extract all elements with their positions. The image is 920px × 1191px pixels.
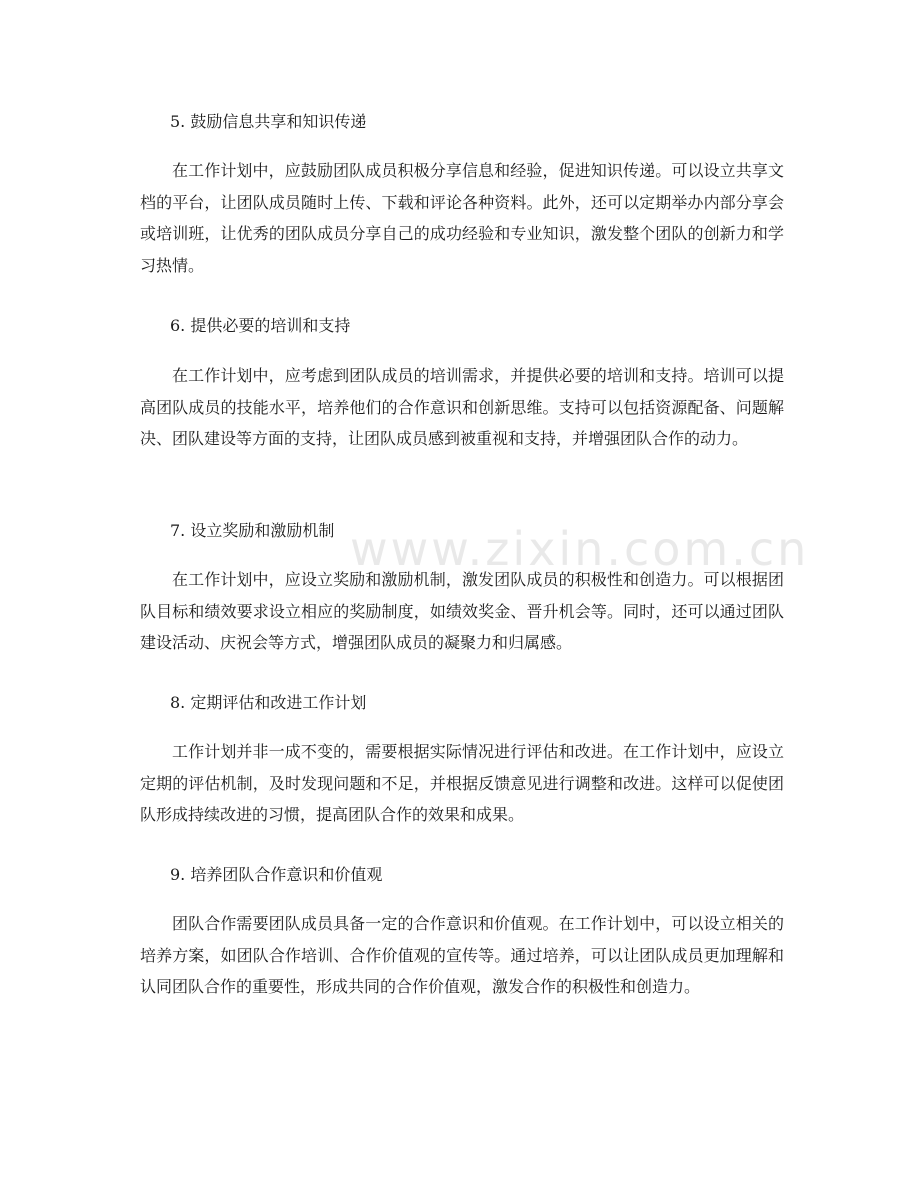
section-5-paragraph: 在工作计划中，应鼓励团队成员积极分享信息和经验，促进知识传递。可以设立共享文档的平台，让团队成员随时上传、下载和评论各种资料。此外，还可以定期举办内部分享会或培训班，让优秀的团队成员分享自己的成功经验和专业知识，激发整个团队的创新力和学习热情。 [140, 161, 784, 275]
section-5-body [140, 155, 784, 281]
section-7-heading: 7. 设立奖励和激励机制 [170, 521, 335, 540]
section-5-heading: 5. 鼓励信息共享和知识传递 [170, 112, 367, 131]
section-8-heading: 8. 定期评估和改进工作计划 [170, 693, 367, 712]
section-9-paragraph: 团队合作需要团队成员具备一定的合作意识和价值观。在工作计划中，可以设立相关的培养方案，如团队合作培训、合作价值观的宣传等。通过培养，可以让团队成员更加理解和认同团队合作的重要性，形成共同的合作价值观，激发合作的积极性和创造力。 [140, 914, 784, 996]
section-7-paragraph: 在工作计划中，应设立奖励和激励机制，激发团队成员的积极性和创造力。可以根据团队目标和绩效要求设立相应的奖励制度，如绩效奖金、晋升机会等。同时，还可以通过团队建设活动、庆祝会等方式，增强团队成员的凝聚力和归属感。 [140, 570, 784, 652]
section-6-body [140, 360, 784, 455]
section-7-body [140, 564, 784, 659]
section-8-body [140, 736, 784, 831]
watermark: www.zixin.com.cn [350, 522, 810, 576]
section-9-body [140, 908, 784, 1003]
section-9-heading: 9. 培养团队合作意识和价值观 [170, 865, 383, 884]
section-8-paragraph: 工作计划并非一成不变的，需要根据实际情况进行评估和改进。在工作计划中，应设立定期的评估机制，及时发现问题和不足，并根据反馈意见进行调整和改进。这样可以促使团队形成持续改进的习惯，提高团队合作的效果和成果。 [140, 742, 784, 824]
section-6-heading: 6. 提供必要的培训和支持 [170, 316, 351, 335]
section-6-paragraph: 在工作计划中，应考虑到团队成员的培训需求，并提供必要的培训和支持。培训可以提高团队成员的技能水平，培养他们的合作意识和创新思维。支持可以包括资源配备、问题解决、团队建设等方面的支持，让团队成员感到被重视和支持，并增强团队合作的动力。 [140, 366, 784, 448]
